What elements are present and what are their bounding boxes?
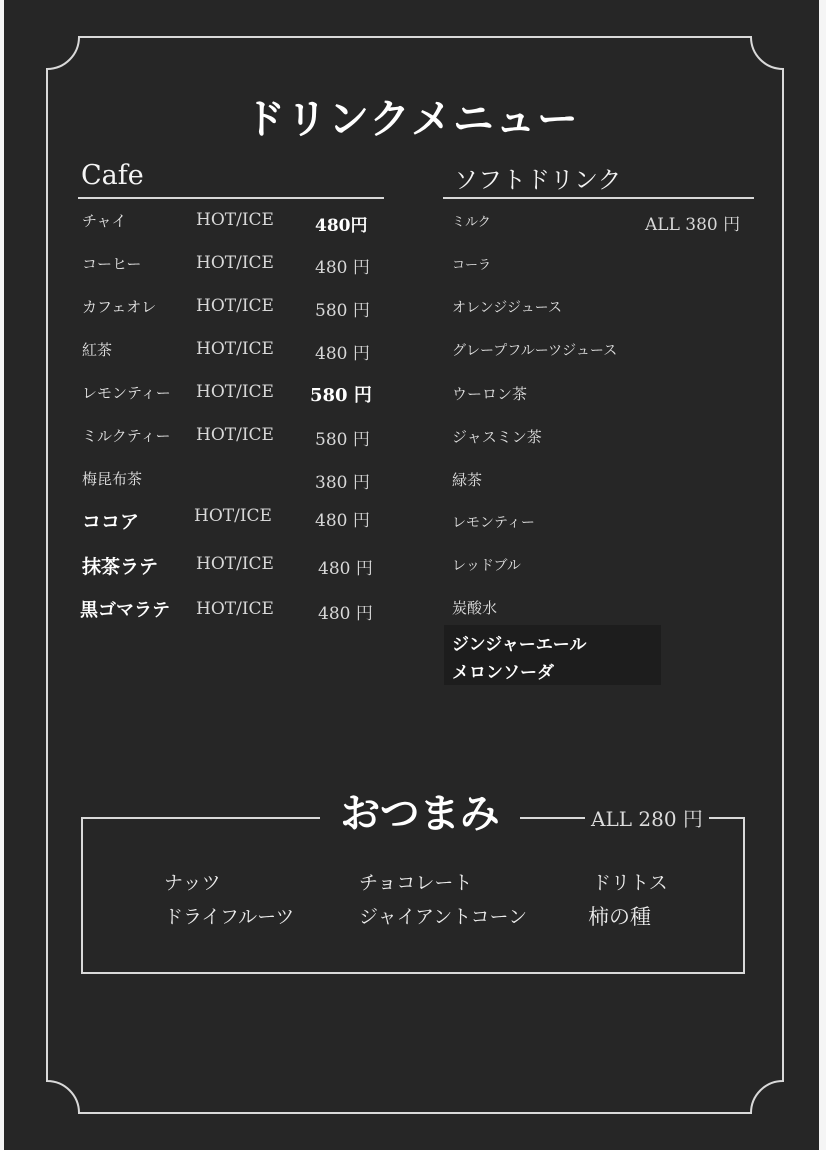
cafe-item-mode: HOT/ICE	[196, 210, 274, 230]
cafe-item-name: コーヒー	[82, 255, 142, 273]
cafe-item-price: 480 円	[315, 511, 370, 531]
cafe-item-price: 480 円	[318, 604, 373, 624]
soft-drink-item: オレンジジュース	[452, 300, 562, 316]
cafe-item-name: カフェオレ	[82, 298, 157, 316]
soft-drink-item: メロンソーダ	[452, 663, 554, 683]
cafe-item-name: 黒ゴマラテ	[80, 600, 170, 621]
cafe-item-mode: HOT/ICE	[196, 554, 274, 574]
soft-drink-item: コーラ	[452, 258, 492, 273]
snack-item: ナッツ	[164, 872, 221, 894]
snacks-price-all: ALL 280 円	[585, 803, 709, 832]
cafe-item-name: ココア	[82, 511, 140, 533]
soft-drink-item: レッドブル	[452, 558, 521, 574]
cafe-heading: Cafe	[81, 160, 144, 191]
cafe-item-name: 紅茶	[82, 341, 113, 359]
cafe-item-mode: HOT/ICE	[196, 296, 274, 316]
cafe-item-price: 580 円	[310, 385, 372, 406]
cafe-item-mode: HOT/ICE	[196, 253, 274, 273]
soft-drink-heading-rule	[443, 197, 754, 199]
menu-title: ドリンクメニュー	[244, 95, 579, 143]
soft-drink-item: 炭酸水	[452, 599, 498, 617]
cafe-item-name: レモンティー	[82, 384, 171, 402]
cafe-item-mode: HOT/ICE	[196, 382, 274, 402]
cafe-item-mode: HOT/ICE	[194, 506, 272, 526]
cafe-item-mode: HOT/ICE	[196, 339, 274, 359]
soft-drink-item: ミルク	[452, 215, 491, 230]
snacks-heading: おつまみ	[320, 782, 520, 839]
soft-drink-price-all: ALL 380 円	[645, 215, 741, 235]
cafe-item-price: 580 円	[315, 301, 370, 321]
menu-board	[4, 0, 819, 1150]
cafe-item-price: 480 円	[315, 258, 370, 278]
snack-item: チョコレート	[359, 872, 473, 894]
cafe-item-price: 480 円	[318, 559, 373, 579]
soft-drink-item: ジャスミン茶	[452, 428, 542, 446]
cafe-item-name: ミルクティー	[82, 427, 171, 445]
snack-item: ドライフルーツ	[164, 906, 295, 928]
cafe-item-price: 380 円	[315, 473, 370, 493]
cafe-item-price: 480 円	[315, 344, 370, 364]
soft-drink-item: レモンティー	[452, 515, 535, 531]
soft-drink-item: 緑茶	[452, 471, 483, 489]
cafe-item-price: 480円	[315, 216, 368, 236]
cafe-item-name: チャイ	[82, 212, 127, 230]
soft-drink-item: ジンジャーエール	[452, 635, 587, 655]
snack-item: 柿の種	[588, 905, 651, 929]
soft-drink-item: ウーロン茶	[452, 385, 528, 403]
soft-drink-item: グレープフルーツジュース	[452, 343, 618, 359]
snack-item: ドリトス	[592, 872, 668, 894]
cafe-item-mode: HOT/ICE	[196, 599, 274, 619]
cafe-item-mode: HOT/ICE	[196, 425, 274, 445]
soft-drink-heading: ソフトドリンク	[454, 166, 622, 194]
cafe-item-price: 580 円	[315, 430, 370, 450]
cafe-item-name: 梅昆布茶	[82, 470, 143, 488]
cafe-item-name: 抹茶ラテ	[82, 556, 159, 578]
snack-item: ジャイアントコーン	[359, 906, 528, 928]
cafe-heading-rule	[78, 197, 384, 199]
